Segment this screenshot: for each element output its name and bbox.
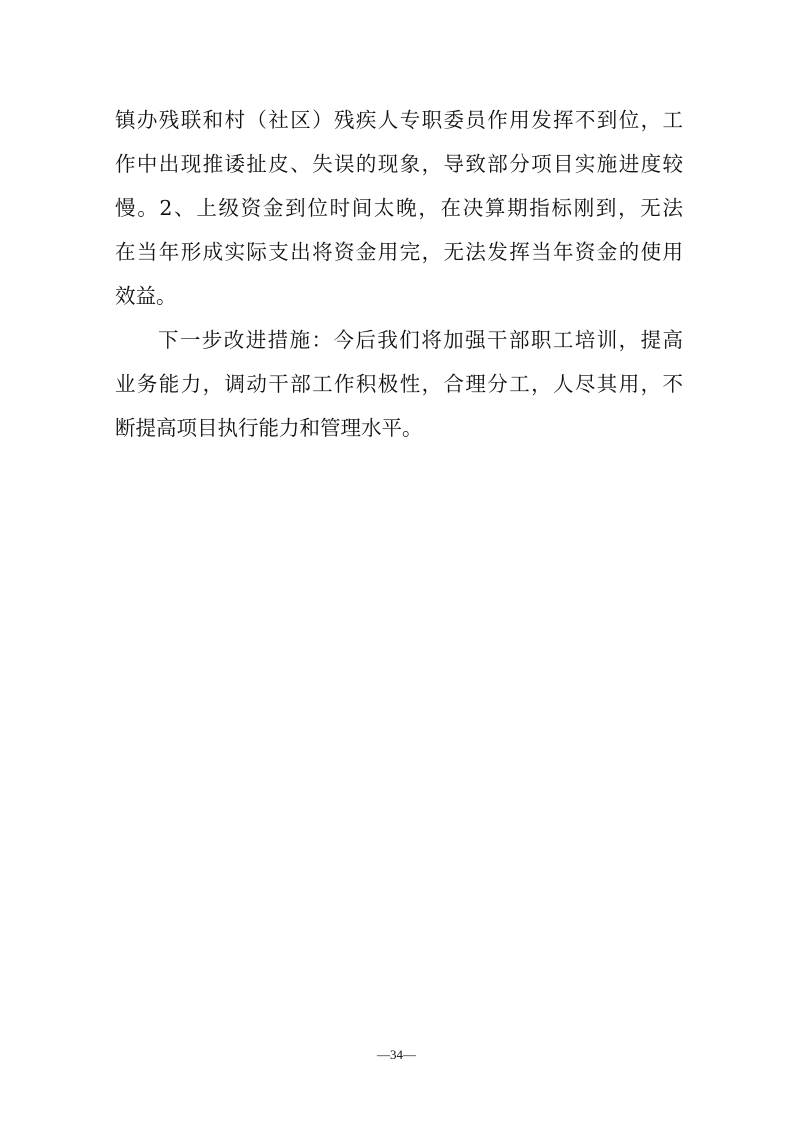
paragraph-1-line-1: 镇办残联和村（社区）残疾人专职委员作用发挥不到位，工 <box>115 108 683 132</box>
page-number: —34— <box>377 1047 416 1062</box>
paragraph-2-line-2: 业务能力，调动干部工作积极性，合理分工，人尽其用，不 <box>115 372 683 396</box>
paragraph-2-line-1: 下一步改进措施：今后我们将加强干部职工培训，提高 <box>158 328 683 352</box>
paragraph-1-line-3: 慢。2、上级资金到位时间太晚，在决算期指标刚到，无法 <box>115 196 683 220</box>
paragraph-2-line-3: 断提高项目执行能力和管理水平。 <box>115 416 423 440</box>
paragraph-1-line-2: 作中出现推诿扯皮、失误的现象，导致部分项目实施进度较 <box>115 152 683 176</box>
paragraph-1-line-5: 效益。 <box>115 284 177 308</box>
paragraph-1-line-4: 在当年形成实际支出将资金用完，无法发挥当年资金的使用 <box>115 240 683 264</box>
